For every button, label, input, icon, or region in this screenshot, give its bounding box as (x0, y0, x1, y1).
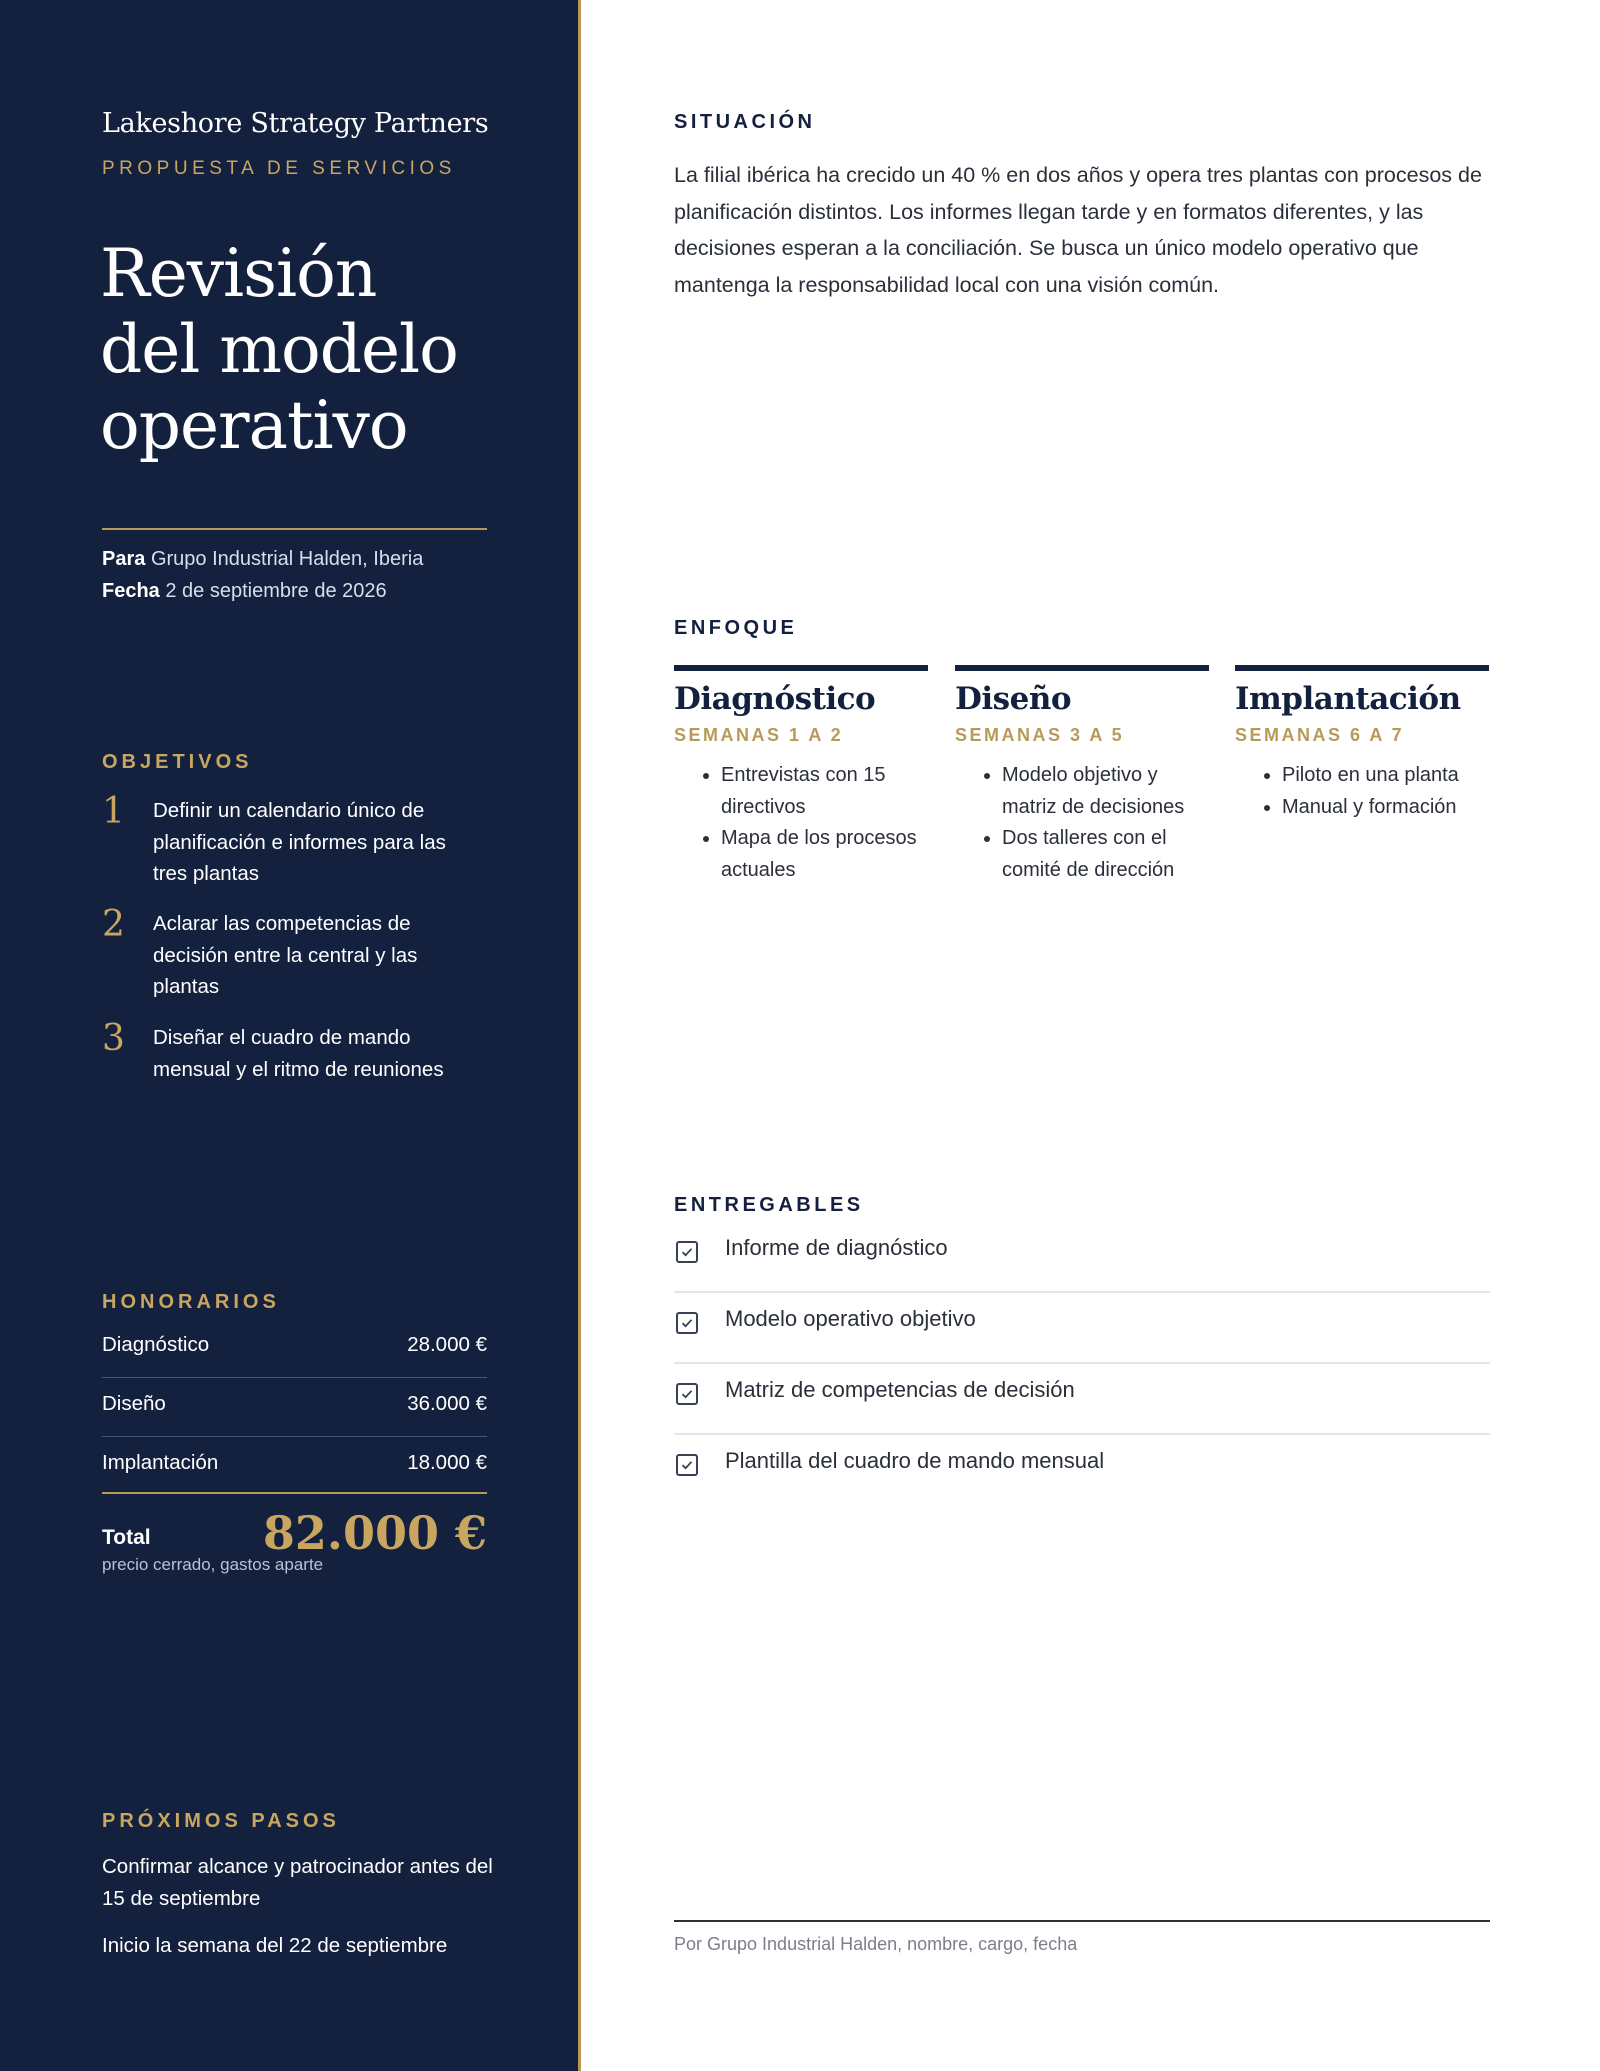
phase-name: Diagnóstico (674, 681, 876, 717)
phase-item: • Manual y formación (1282, 792, 1489, 824)
phase-item: • Mapa de los procesos actuales (721, 823, 928, 886)
fee-amount: 18.000 € (407, 1451, 487, 1474)
fee-label: Implantación (102, 1451, 219, 1474)
checkbox-icon (676, 1383, 698, 1405)
proximos-heading: PRÓXIMOS PASOS (102, 1810, 340, 1832)
meta-fecha (102, 580, 387, 603)
title-line: operativo (100, 387, 408, 464)
phase-name: Diseño (955, 681, 1072, 717)
fee-row (102, 1437, 487, 1495)
deliverable-item (674, 1363, 1490, 1435)
phase-bar (1235, 665, 1489, 671)
phase-weeks: SEMANAS 6 A 7 (1235, 725, 1405, 745)
phase-diseno (955, 665, 1209, 886)
situacion-text: La filial ibérica ha crecido un 40 % en dos años y opera tres plantas con procesos de planificación distintos. Los informes llegan tarde y en formatos diferentes, y las decisiones esperan a la conciliación. Se busca un único modelo operativo que mantenga la responsabilidad local con una visión común. (674, 163, 1482, 297)
phase-name: Implantación (1235, 681, 1461, 717)
meta-fecha-label: Fecha (102, 580, 160, 602)
objetivos-heading: OBJETIVOS (102, 751, 253, 773)
total-note: precio cerrado, gastos aparte (102, 1555, 324, 1574)
checkbox-icon (676, 1241, 698, 1263)
deliverable-label: Matriz de competencias de decisión (725, 1377, 1075, 1402)
deliverable-label: Plantilla del cuadro de mando mensual (725, 1448, 1105, 1473)
fee-label: Diseño (102, 1392, 166, 1415)
phase-item: • Dos talleres con el comité de dirección (1002, 823, 1209, 886)
fee-amount: 36.000 € (407, 1392, 487, 1415)
next-step: Confirmar alcance y patrocinador antes del 15 de septiembre (102, 1855, 493, 1910)
phase-list (955, 760, 1209, 886)
phase-item: • Entrevistas con 15 directivos (721, 760, 928, 823)
total-value: 82.000 € (262, 1506, 487, 1560)
objective-text: Diseñar el cuadro de mando mensual y el ritmo de reuniones (153, 1026, 444, 1081)
signature-caption: Por Grupo Industrial Halden, nombre, cargo, fecha (674, 1934, 1078, 1954)
objective-number: 2 (102, 904, 125, 945)
deliverable-label: Informe de diagnóstico (725, 1235, 948, 1260)
honorarios-heading: HONORARIOS (102, 1291, 280, 1313)
phase-list (1235, 760, 1489, 823)
meta-para-value: Grupo Industrial Halden, Iberia (150, 548, 424, 570)
deliverable-item (674, 1221, 1490, 1293)
phase-diagnostico (674, 665, 928, 886)
title-line: del modelo (100, 311, 458, 388)
fee-row (102, 1378, 487, 1437)
phase-bar (955, 665, 1209, 671)
phase-implantacion (1235, 665, 1489, 823)
sidebar (0, 0, 581, 2071)
document-title (100, 236, 458, 464)
objective-text: Aclarar las competencias de decisión entre la central y las plantas (153, 912, 418, 998)
meta-para (102, 548, 423, 571)
checkbox-icon (676, 1312, 698, 1334)
meta-para-label: Para (102, 548, 146, 570)
deliverable-label: Modelo operativo objetivo (725, 1306, 976, 1331)
fee-label: Diagnóstico (102, 1333, 210, 1356)
title-divider (102, 528, 487, 530)
phase-bar (674, 665, 928, 671)
phase-list (674, 760, 928, 886)
meta-fecha-value: 2 de septiembre de 2026 (165, 580, 387, 602)
total-label: Total (102, 1526, 151, 1549)
objective-number: 3 (102, 1018, 125, 1059)
phase-weeks: SEMANAS 1 A 2 (674, 725, 844, 745)
enfoque-heading: ENFOQUE (674, 617, 798, 639)
firm-name: Lakeshore Strategy Partners (102, 108, 489, 139)
objective-text: Definir un calendario único de planificación e informes para las tres plantas (153, 799, 446, 885)
phase-item: • Piloto en una planta (1282, 760, 1489, 792)
situacion-heading: SITUACIÓN (674, 111, 816, 133)
entregables-heading: ENTREGABLES (674, 1194, 864, 1216)
checkbox-icon (676, 1454, 698, 1476)
next-step: Inicio la semana del 22 de septiembre (102, 1934, 448, 1957)
document-kicker: PROPUESTA DE SERVICIOS (102, 158, 456, 179)
signature-line (674, 1920, 1490, 1922)
deliverable-item (674, 1292, 1490, 1364)
title-line: Revisión (100, 235, 377, 312)
deliverable-item (674, 1434, 1490, 1504)
phase-weeks: SEMANAS 3 A 5 (955, 725, 1125, 745)
total-divider (102, 1492, 487, 1494)
fee-amount: 28.000 € (407, 1333, 487, 1356)
objective-number: 1 (102, 791, 125, 832)
phase-item: • Modelo objetivo y matriz de decisiones (1002, 760, 1209, 823)
fee-row (102, 1319, 487, 1378)
